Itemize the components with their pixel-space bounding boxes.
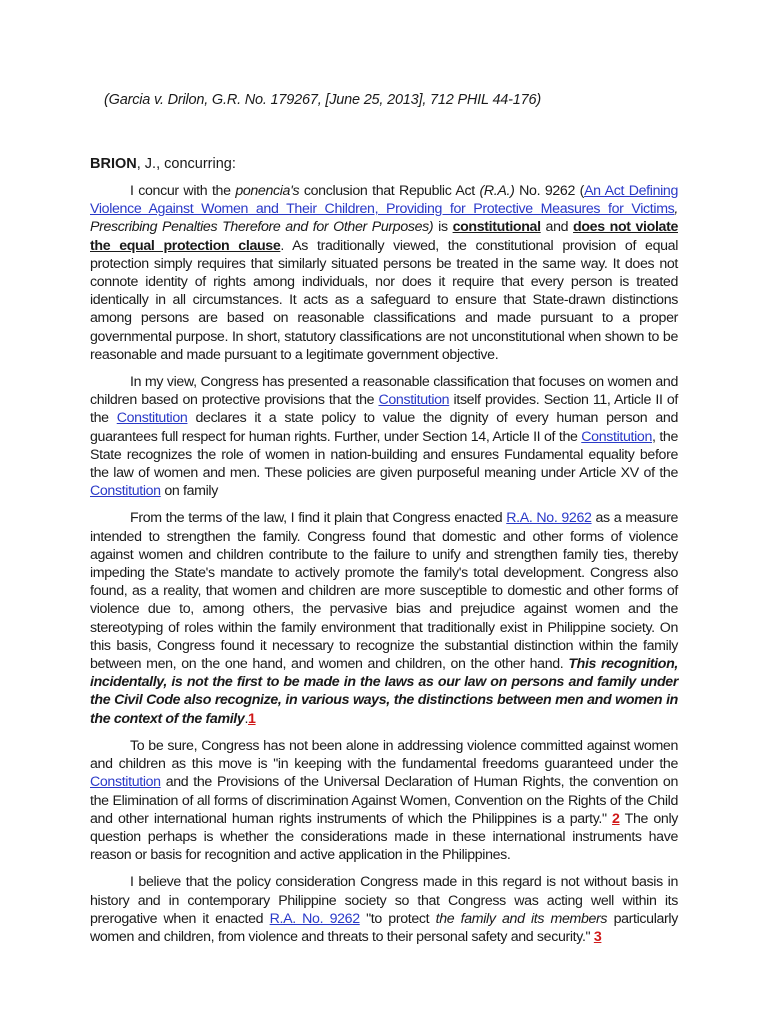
paragraph-3: From the terms of the law, I find it plain that Congress enacted R.A. No. 9262 as a measure intended to strengthen the family. Congress found that domestic and other forms of violence against women and children contribute to the failure to unify and strengthen family ties, thereby impeding the State's mandate to actively promote the family's total development. Congress also found, as a reality, that women and children are more susceptible to domestic and other forms of violence due to, among others, the pervasive bias and prejudice against women and the stereotyping of roles within the family environment that traditionally exist in Philippine society. On this basis, Congress found it necessary to recognize the substantial distinction within the family between men, on the one hand, and women and children, on the other hand. This recognition, incidentally, is not the first to be made in the laws as our law on persons and family under the Civil Code also recognize, in various ways, the distinctions between men and women in the context of the family.1 (90, 510, 678, 727)
paragraph-2: In my view, Congress has presented a reasonable classification that focuses on women and children based on protective provisions that the Constitution itself provides. Section 11, Article II of the Constitution declares it a state policy to value the dignity of every human person and guarantees full respect for human rights. Further, under Section 14, Article II of the Constitution, the State recognizes the role of women in nation-building and ensures Fundamental equality before the law of women and men. These policies are given purposeful meaning under Article XV of the Constitution on family (90, 374, 679, 500)
constitution-link[interactable]: Constitution (581, 428, 652, 445)
constitution-link[interactable]: Constitution (90, 774, 161, 791)
footnote-link-3[interactable]: 3 (593, 928, 602, 945)
justice-name: BRION (90, 156, 137, 172)
constitution-link[interactable]: Constitution (116, 410, 188, 427)
paragraph-4: To be sure, Congress has not been alone in addressing violence committed against women and children as this move is "in keeping with the fundamental freedoms guaranteed under the Constitution and the Provisions of the Universal Declaration of Human Rights, the convention on the Elimination of all forms of discrimination Against Women, Convention on the Rights of the Child and other international human rights instruments of which the Philippines is a party." 2 The only question perhaps is whether the considerations made in these international instruments have reason or basis for recognition and active application in the Philippines. (90, 737, 679, 864)
ra-9262-link[interactable]: R.A. No. 9262 (506, 510, 592, 527)
constitution-link[interactable]: Constitution (378, 392, 450, 409)
constitution-link[interactable]: Constitution (90, 483, 161, 500)
footnote-link-2[interactable]: 2 (612, 810, 620, 827)
opinion-caption (90, 156, 678, 172)
ra-9262-link[interactable]: R.A. No. 9262 (269, 910, 360, 927)
case-citation: (Garcia v. Drilon, G.R. No. 179267, [June 25, 2013], 712 PHIL 44-176) (104, 92, 542, 108)
footnote-link-1[interactable]: 1 (248, 710, 256, 727)
ra-9262-title-link[interactable]: An Act Defining Violence Against Women and Their Children, Providing for Protective Measures for Victims (90, 183, 678, 218)
caption-suffix: , J., concurring: (136, 156, 236, 172)
paragraph-1: I concur with the ponencia's conclusion that Republic Act (R.A.) No. 9262 (An Act Defining Violence Against Women and Their Children, Providing for Protective Measures for Victims, Prescribing Penalties Therefore and for Other Purposes) is constitutional and does not violate the equal protection clause. As traditionally viewed, the constitutional provision of equal protection simply requires that similarly situated persons be treated in the same way. It does not connote identity of rights among individuals, nor does it require that every person is treated identically in all circumstances. It acts as a safeguard to ensure that State-drawn distinctions among persons are based on reasonable classifications and made pursuant to a proper governmental purpose. In short, statutory classifications are not unconstitutional when shown to be reasonable and made pursuant to a legitimate government objective. (90, 183, 678, 363)
paragraph-5: I believe that the policy consideration Congress made in this regard is not without basis in history and in contemporary Philippine society so that Congress was acting well within its prerogative when it enacted R.A. No. 9262 "to protect the family and its members particularly women and children, from violence and threats to their personal safety and security." 3 (90, 874, 678, 945)
